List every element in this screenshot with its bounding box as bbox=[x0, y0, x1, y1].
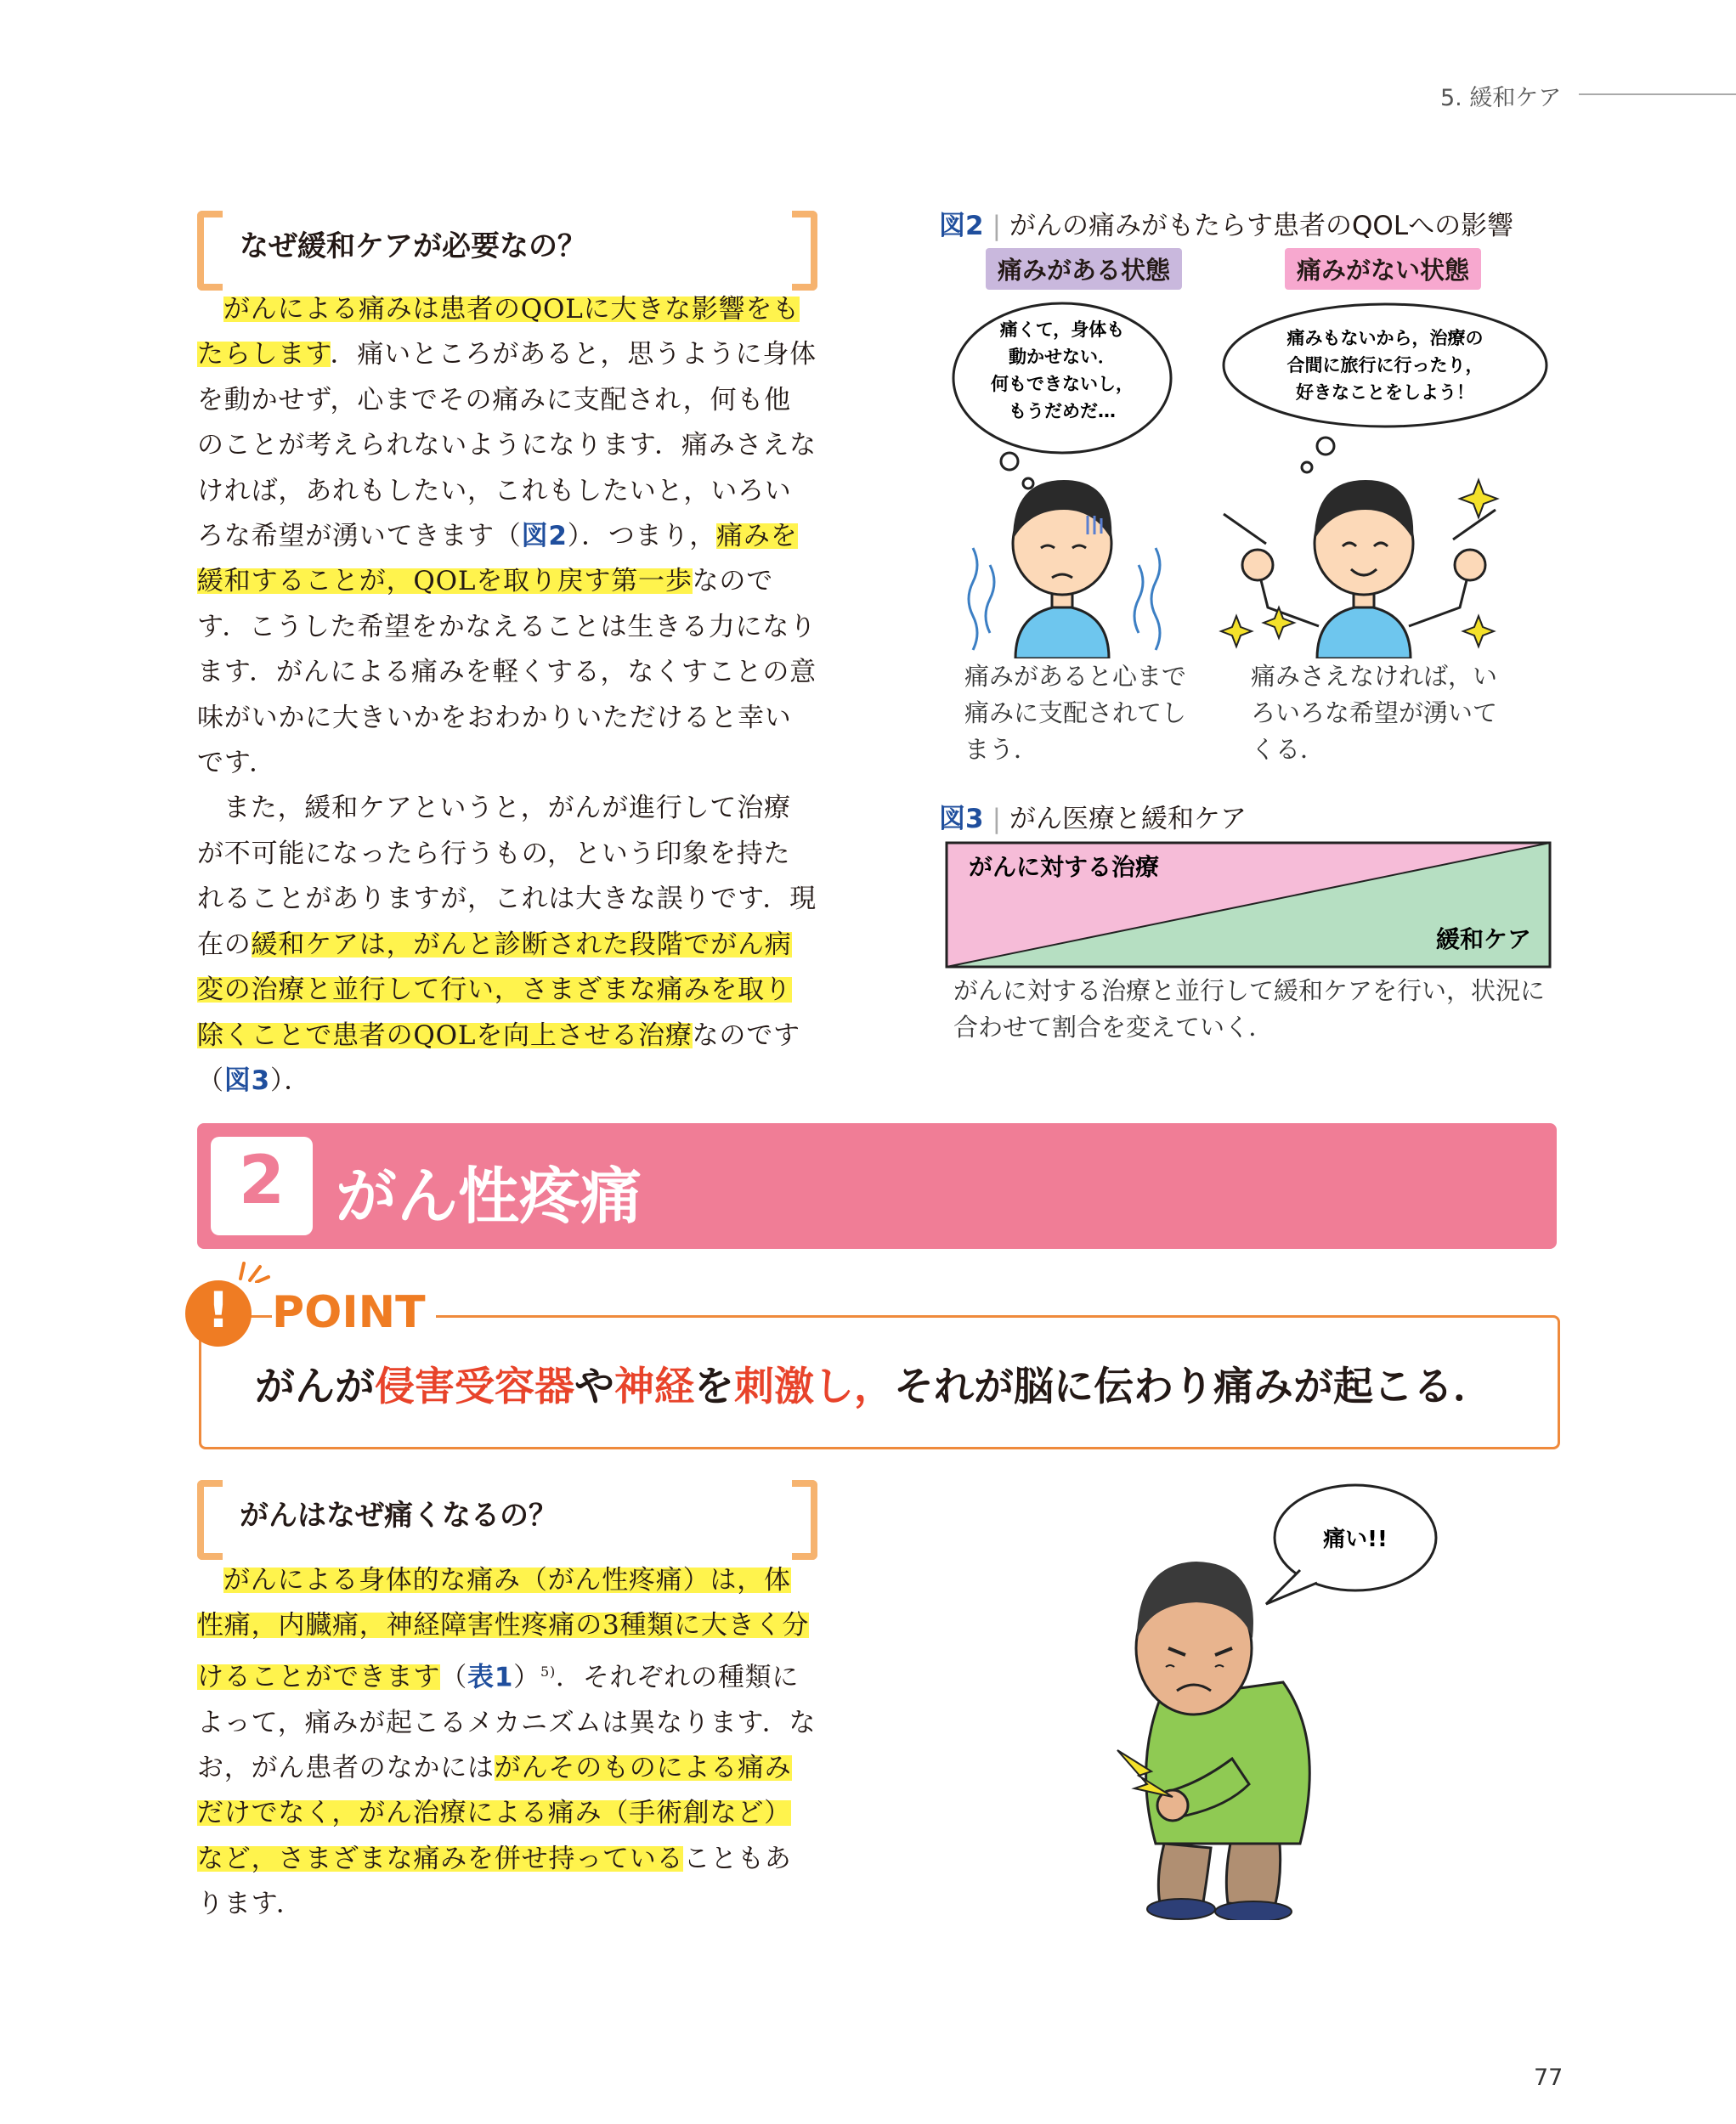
note-line: 痛みに支配されてし bbox=[964, 698, 1187, 727]
section-number: 2 bbox=[238, 1143, 286, 1219]
text-run: がんが bbox=[255, 1364, 375, 1410]
text-run: なのです（ bbox=[197, 1020, 800, 1096]
speech-bubble bbox=[1266, 1485, 1436, 1604]
speech-text: 痛い!! bbox=[1323, 1527, 1388, 1552]
bubble-line: 痛みもないから，治療の bbox=[1286, 328, 1484, 348]
tag-without-pain: 痛みがない状態 bbox=[1285, 248, 1481, 290]
man-in-pain-illustration bbox=[1088, 1478, 1487, 1920]
text-run: や bbox=[574, 1364, 614, 1410]
figure2-illustration bbox=[952, 293, 1572, 658]
paragraph bbox=[197, 287, 817, 786]
section-heading-why-pain bbox=[197, 1480, 817, 1550]
figure-reference: 図2 bbox=[521, 521, 568, 552]
text-run: こともあります． bbox=[197, 1843, 792, 1920]
point-label: POINT bbox=[272, 1287, 436, 1338]
thought-bubble-left bbox=[953, 303, 1171, 489]
figure-title: がんの痛みがもたらす患者のQOLへの影響 bbox=[1009, 211, 1514, 241]
figure2-caption bbox=[939, 204, 1513, 242]
figure2-note-right bbox=[1251, 658, 1497, 768]
note-line: 痛みがあると心まで bbox=[964, 662, 1187, 691]
text-run: なのです．こうした希望をかなえることは生きる力になります．がんによる痛みを軽くする，なくすことの意味がいかに大きいかをおわかりいただけると幸いです． bbox=[197, 566, 817, 779]
note-line: ろいろな希望が湧いて bbox=[1251, 698, 1498, 727]
figure2-note-left bbox=[964, 658, 1186, 768]
note-line: まう． bbox=[964, 735, 1039, 764]
bracket-right bbox=[792, 1480, 817, 1560]
note-line: 合わせて割合を変えていく． bbox=[953, 1013, 1274, 1042]
paragraph bbox=[197, 1558, 817, 1928]
text-run: （ bbox=[440, 1662, 468, 1693]
emphasis-text: 神経 bbox=[614, 1364, 694, 1410]
running-header: 5. 緩和ケア bbox=[1440, 85, 1562, 111]
text-run: ） bbox=[513, 1662, 540, 1693]
treatment-label: がんに対する治療 bbox=[969, 853, 1160, 881]
bracket-right bbox=[792, 211, 817, 291]
section3-body bbox=[197, 1558, 817, 1928]
note-line: がんに対する治療と並行して緩和ケアを行い，状況に bbox=[953, 976, 1546, 1005]
man-in-pain-icon bbox=[1117, 1562, 1309, 1920]
highlighted-text: がんによる痛みは患者のQOLに大きな影響をもたらします bbox=[197, 294, 800, 370]
text-run: ．それぞれの種類によって，痛みが起こるメカニズムは異なります．なお，がん患者のなかには bbox=[197, 1662, 817, 1783]
section-heading-why-palliative bbox=[197, 211, 817, 280]
highlighted-text: 痛みを緩和することが，QOLを取り戻す第一歩 bbox=[197, 521, 798, 597]
figure3-diagram bbox=[945, 841, 1552, 969]
heading-text: がんはなぜ痛くなるの？ bbox=[240, 1499, 557, 1533]
emphasis-text: 刺激し， bbox=[734, 1364, 894, 1410]
exclamation-glyph: ! bbox=[206, 1281, 230, 1339]
tag-with-pain: 痛みがある状態 bbox=[986, 248, 1182, 290]
paragraph bbox=[197, 786, 817, 1104]
page-number: 77 bbox=[1534, 2065, 1564, 2091]
section1-body bbox=[197, 287, 817, 1104]
bracket-left bbox=[197, 1480, 223, 1560]
bubble-line: 動かせない． bbox=[1009, 347, 1116, 367]
figure-title: がん医療と緩和ケア bbox=[1009, 804, 1247, 834]
text-run: を bbox=[694, 1364, 734, 1410]
figure-number: 図2 bbox=[939, 211, 984, 241]
text-run: ）． bbox=[269, 1065, 312, 1096]
figure-number: 図3 bbox=[939, 804, 984, 834]
heading-text: なぜ緩和ケアが必要なの？ bbox=[240, 229, 586, 263]
text-run: また，緩和ケアというと，がんが進行して治療が不可能になったら行うもの，という印象を持たれることがありますが，これは大きな誤りです．現在の bbox=[197, 793, 817, 960]
highlighted-text: 緩和ケアは，がんと診断された段階でがん病変の治療と並行して行い，さまざまな痛みを取り除くことで患者のQOLを向上させる治療 bbox=[197, 929, 792, 1051]
citation-superscript: 5) bbox=[540, 1663, 557, 1680]
highlighted-text: がんそのものによる痛みだけでなく，がん治療による痛み（手術創など）など，さまざまな痛みを併せ持っている bbox=[197, 1752, 792, 1874]
point-rays-icon bbox=[236, 1257, 270, 1283]
highlighted-text: がんによる身体的な痛み（がん性疼痛）は，体性痛，内臓痛，神経障害性疼痛の3種類に大きく分けることができます bbox=[197, 1565, 810, 1693]
note-line: くる． bbox=[1251, 735, 1326, 764]
text-run: ．痛いところがあると，思うように身体を動かせず，心までその痛みに支配され，何も他のことが考えられないようになります．痛みさえなければ，あれもしたい，これもしたいと，いろいろな希望が湧いてきます（ bbox=[197, 339, 817, 552]
note-line: 痛みさえなければ，い bbox=[1251, 662, 1498, 691]
header-rule bbox=[1579, 93, 1736, 95]
bubble-line: 合間に旅行に行ったり， bbox=[1286, 355, 1484, 376]
bracket-left bbox=[197, 211, 223, 291]
text-run: それが脳に伝わり痛みが起こる． bbox=[894, 1364, 1493, 1410]
text-run: ）．つまり， bbox=[567, 521, 717, 552]
thought-bubble-right bbox=[1224, 304, 1547, 472]
emphasis-text: 侵害受容器 bbox=[375, 1364, 574, 1410]
palliative-label: 緩和ケア bbox=[1435, 925, 1531, 953]
caption-separator: | bbox=[992, 211, 1002, 241]
figure-reference: 図3 bbox=[223, 1065, 270, 1096]
bubble-line: 痛くて，身体も bbox=[999, 319, 1125, 340]
sad-boy-icon bbox=[969, 480, 1160, 658]
point-text bbox=[255, 1355, 1493, 1412]
bubble-line: もうだめだ… bbox=[1009, 401, 1116, 421]
figure-reference: 表1 bbox=[467, 1662, 514, 1693]
bubble-line: 好きなことをしよう！ bbox=[1296, 382, 1474, 403]
figure3-note bbox=[953, 973, 1545, 1046]
bubble-line: 何もできないし， bbox=[991, 374, 1134, 394]
section-title: がん性疼痛 bbox=[336, 1161, 642, 1232]
happy-boy-icon bbox=[1221, 480, 1497, 658]
caption-separator: | bbox=[992, 804, 1002, 834]
figure3-caption bbox=[939, 797, 1247, 835]
